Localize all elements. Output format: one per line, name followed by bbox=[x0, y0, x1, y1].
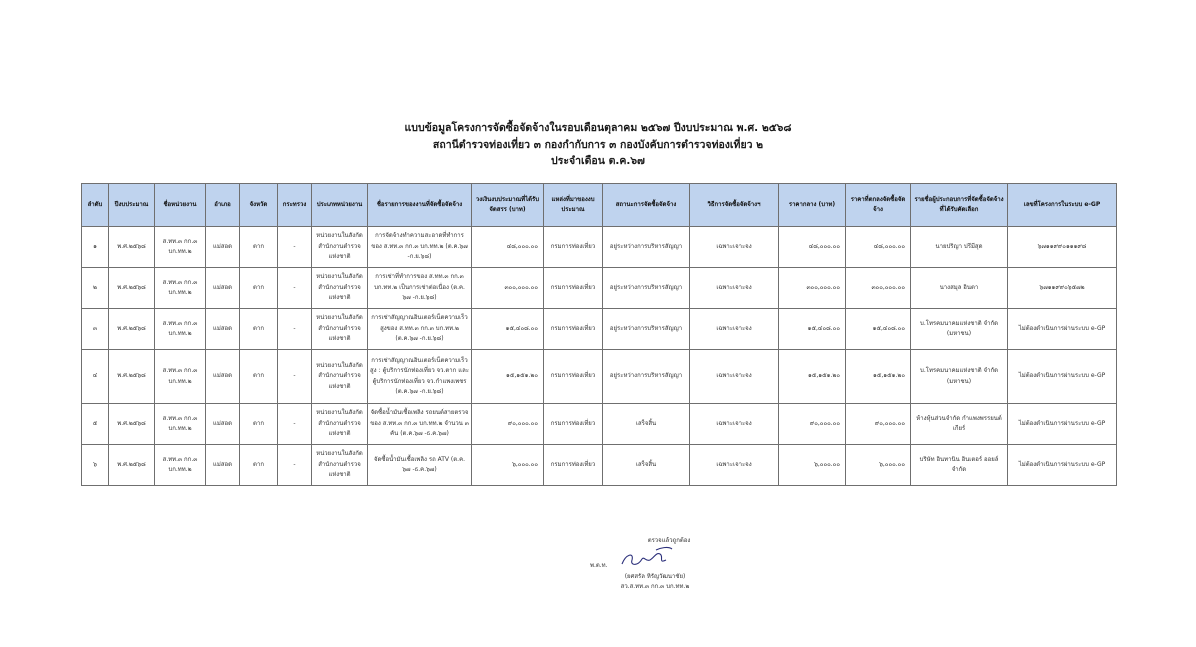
cell-province: ตาก bbox=[240, 350, 278, 404]
cell-agency: ส.ทท.๓ กก.๓ บก.ทท.๒ bbox=[155, 445, 206, 486]
cell-vendor: นายปริญา ปรีมีสุด bbox=[911, 227, 1008, 268]
cell-method: เฉพาะเจาะจง bbox=[690, 445, 779, 486]
cell-budget: ๖,๐๐๐.๐๐ bbox=[472, 445, 544, 486]
cell-district: แม่สอด bbox=[206, 227, 240, 268]
signer-rank: พ.ต.ท. bbox=[590, 562, 608, 569]
cell-no: ๑ bbox=[82, 227, 109, 268]
cell-ministry: - bbox=[278, 227, 312, 268]
cell-egp: ๖๗๑๑๙๙๐๖๕๗๒ bbox=[1008, 268, 1117, 309]
cell-agreed-price: ๖,๐๐๐.๐๐ bbox=[846, 445, 911, 486]
cell-status: อยู่ระหว่างการบริหารสัญญา bbox=[603, 350, 690, 404]
title-line-2: สถานีตำรวจท่องเที่ยว ๓ กองกำกับการ ๓ กองบังคับการตำรวจท่องเที่ยว ๒ bbox=[432, 138, 764, 151]
column-header: วงเงินงบประมาณที่ได้รับจัดสรร (บาท) bbox=[472, 184, 544, 227]
cell-vendor: ห้างหุ้นส่วนจำกัด กำแพงพรรยนต์เกียร์ bbox=[911, 404, 1008, 445]
cell-status: อยู่ระหว่างการบริหารสัญญา bbox=[603, 309, 690, 350]
cell-item: จัดซื้อน้ำมันเชื้อเพลิง รถยนต์สายตรวจของ ส.ทท.๓ กก.๓ บก.ทท.๒ จำนวน ๓ คัน (ต.ค.๖๗ -ธ.ค.๖๗) bbox=[368, 404, 472, 445]
cell-method: เฉพาะเจาะจง bbox=[690, 268, 779, 309]
cell-median-price: ๑๕,๑๕๑.๒๐ bbox=[779, 350, 846, 404]
cell-budget: ๓๐๐,๐๐๐.๐๐ bbox=[472, 268, 544, 309]
cell-province: ตาก bbox=[240, 445, 278, 486]
cell-agency-type: หน่วยงานในสังกัดสำนักงานตำรวจแห่งชาติ bbox=[312, 227, 368, 268]
cell-status: อยู่ระหว่างการบริหารสัญญา bbox=[603, 268, 690, 309]
cell-agency: ส.ทท.๓ กก.๓ บก.ทท.๒ bbox=[155, 350, 206, 404]
cell-no: ๒ bbox=[82, 268, 109, 309]
cell-agency: ส.ทท.๓ กก.๓ บก.ทท.๒ bbox=[155, 404, 206, 445]
cell-agreed-price: ๑๕,๔๐๘.๐๐ bbox=[846, 309, 911, 350]
cell-district: แม่สอด bbox=[206, 445, 240, 486]
cell-no: ๖ bbox=[82, 445, 109, 486]
cell-budget: ๑๕,๑๕๑.๒๐ bbox=[472, 350, 544, 404]
column-header: รายชื่อผู้ประกอบการที่จัดซื้อจัดจ้างที่ได้รับคัดเลือก bbox=[911, 184, 1008, 227]
column-header: จังหวัด bbox=[240, 184, 278, 227]
cell-ministry: - bbox=[278, 268, 312, 309]
column-header: วิธีการจัดซื้อจัดจ้างฯ bbox=[690, 184, 779, 227]
cell-item: การเช่าสัญญาณอินเตอร์เน็ตความเร็วสูง : ตู้บริการนักท่องเที่ยว จว.ตาก และตู้บริการนักท่องเที่ยว จว.กำแพงเพชร (ต.ค.๖๗ -ก.ย.๖๘) bbox=[368, 350, 472, 404]
table-body bbox=[82, 227, 1117, 486]
table-row bbox=[82, 227, 1117, 268]
verified-label: ตรวจแล้วถูกต้อง bbox=[647, 537, 691, 544]
cell-source: กรมการท่องเที่ยว bbox=[544, 404, 603, 445]
column-header: แหล่งที่มาของงบประมาณ bbox=[544, 184, 603, 227]
cell-vendor: บ.โทรคมนาคมแห่งชาติ จำกัด (มหาชน) bbox=[911, 309, 1008, 350]
cell-method: เฉพาะเจาะจง bbox=[690, 227, 779, 268]
cell-median-price: ๑๕,๔๐๘.๐๐ bbox=[779, 309, 846, 350]
table-row bbox=[82, 445, 1117, 486]
cell-status: อยู่ระหว่างการบริหารสัญญา bbox=[603, 227, 690, 268]
cell-source: กรมการท่องเที่ยว bbox=[544, 445, 603, 486]
cell-item: จัดซื้อน้ำมันเชื้อเพลิง รถ ATV (ต.ค. ๖๗ -ธ.ค.๖๗) bbox=[368, 445, 472, 486]
column-header: ราคาที่ตกลงจัดซื้อจัดจ้าง bbox=[846, 184, 911, 227]
column-header: ลำดับ bbox=[82, 184, 109, 227]
cell-median-price: ๙๐,๐๐๐.๐๐ bbox=[779, 404, 846, 445]
cell-no: ๕ bbox=[82, 404, 109, 445]
signer-name: (ยศสรัล หิรัญวัฒนาชัย) bbox=[624, 573, 686, 580]
cell-agency: ส.ทท.๓ กก.๓ บก.ทท.๒ bbox=[155, 268, 206, 309]
cell-agreed-price: ๓๐๐,๐๐๐.๐๐ bbox=[846, 268, 911, 309]
title-line-3: ประจำเดือน ต.ค.๖๗ bbox=[551, 155, 645, 167]
column-header: อำเภอ bbox=[206, 184, 240, 227]
cell-agency-type: หน่วยงานในสังกัดสำนักงานตำรวจแห่งชาติ bbox=[312, 350, 368, 404]
cell-item: การเช่าที่ทำการของ ส.ทท.๓ กก.๓ บก.ทท.๒ เป็นการเช่าต่อเนื่อง (ต.ค. ๖๗ -ก.ย.๖๘) bbox=[368, 268, 472, 309]
cell-year: พ.ศ.๒๕๖๘ bbox=[109, 309, 155, 350]
cell-province: ตาก bbox=[240, 268, 278, 309]
signer-position: สว.ส.ทท.๓ กก.๓ บก.ทท.๒ bbox=[620, 583, 690, 590]
cell-agreed-price: ๔๘,๐๐๐.๐๐ bbox=[846, 227, 911, 268]
cell-no: ๓ bbox=[82, 309, 109, 350]
cell-agency-type: หน่วยงานในสังกัดสำนักงานตำรวจแห่งชาติ bbox=[312, 404, 368, 445]
cell-vendor: บริษัท อินทานิน อินเตอร์ ออยล์ จำกัด bbox=[911, 445, 1008, 486]
table-row bbox=[82, 350, 1117, 404]
handwritten-signature bbox=[616, 546, 676, 572]
cell-source: กรมการท่องเที่ยว bbox=[544, 309, 603, 350]
column-header: ราคากลาง (บาท) bbox=[779, 184, 846, 227]
cell-agency-type: หน่วยงานในสังกัดสำนักงานตำรวจแห่งชาติ bbox=[312, 268, 368, 309]
cell-vendor: นางสมุล อินตา bbox=[911, 268, 1008, 309]
cell-year: พ.ศ.๒๕๖๘ bbox=[109, 227, 155, 268]
column-header: ประเภทหน่วยงาน bbox=[312, 184, 368, 227]
cell-vendor: บ.โทรคมนาคมแห่งชาติ จำกัด (มหาชน) bbox=[911, 350, 1008, 404]
cell-egp: ไม่ต้องดำเนินการผ่านระบบ e-GP bbox=[1008, 309, 1117, 350]
cell-median-price: ๖,๐๐๐.๐๐ bbox=[779, 445, 846, 486]
cell-year: พ.ศ.๒๕๖๘ bbox=[109, 268, 155, 309]
title-line-1: แบบข้อมูลโครงการจัดซื้อจัดจ้างในรอบเดือนตุลาคม ๒๕๖๗ ปีงบประมาณ พ.ศ. ๒๕๖๘ bbox=[404, 122, 792, 134]
cell-year: พ.ศ.๒๕๖๘ bbox=[109, 404, 155, 445]
column-header: กระทรวง bbox=[278, 184, 312, 227]
column-header: ชื่อรายการของงานที่จัดซื้อจัดจ้าง bbox=[368, 184, 472, 227]
cell-status: เสร็จสิ้น bbox=[603, 404, 690, 445]
cell-budget: ๑๕,๔๐๘.๐๐ bbox=[472, 309, 544, 350]
column-header: ปีงบประมาณ bbox=[109, 184, 155, 227]
cell-egp: ไม่ต้องดำเนินการผ่านระบบ e-GP bbox=[1008, 445, 1117, 486]
cell-item: การจัดจ้างทำความสะอาดที่ทำการของ ส.ทท.๓ กก.๓ บก.ทท.๒ (ต.ค.๖๗ -ก.ย.๖๘) bbox=[368, 227, 472, 268]
cell-province: ตาก bbox=[240, 404, 278, 445]
cell-agreed-price: ๑๕,๑๕๑.๒๐ bbox=[846, 350, 911, 404]
cell-budget: ๔๘,๐๐๐.๐๐ bbox=[472, 227, 544, 268]
cell-median-price: ๓๐๐,๐๐๐.๐๐ bbox=[779, 268, 846, 309]
column-header: สถานะการจัดซื้อจัดจ้าง bbox=[603, 184, 690, 227]
cell-item: การเช่าสัญญาณอินเตอร์เน็ตความเร็วสูงของ ส.ทท.๓ กก.๓ บก.ทท.๒ (ต.ค.๖๗ -ก.ย.๖๘) bbox=[368, 309, 472, 350]
cell-year: พ.ศ.๒๕๖๘ bbox=[109, 350, 155, 404]
cell-district: แม่สอด bbox=[206, 404, 240, 445]
cell-egp: ไม่ต้องดำเนินการผ่านระบบ e-GP bbox=[1008, 404, 1117, 445]
cell-no: ๔ bbox=[82, 350, 109, 404]
cell-source: กรมการท่องเที่ยว bbox=[544, 268, 603, 309]
cell-ministry: - bbox=[278, 445, 312, 486]
cell-budget: ๙๐,๐๐๐.๐๐ bbox=[472, 404, 544, 445]
cell-egp: ๖๗๑๑๙๙๐๑๑๑๙๘ bbox=[1008, 227, 1117, 268]
cell-district: แม่สอด bbox=[206, 268, 240, 309]
cell-egp: ไม่ต้องดำเนินการผ่านระบบ e-GP bbox=[1008, 350, 1117, 404]
cell-province: ตาก bbox=[240, 227, 278, 268]
cell-ministry: - bbox=[278, 350, 312, 404]
cell-agency: ส.ทท.๓ กก.๓ บก.ทท.๒ bbox=[155, 227, 206, 268]
cell-agency-type: หน่วยงานในสังกัดสำนักงานตำรวจแห่งชาติ bbox=[312, 309, 368, 350]
cell-province: ตาก bbox=[240, 309, 278, 350]
cell-ministry: - bbox=[278, 404, 312, 445]
cell-district: แม่สอด bbox=[206, 350, 240, 404]
document-title-block bbox=[0, 120, 1196, 170]
cell-method: เฉพาะเจาะจง bbox=[690, 309, 779, 350]
table-row bbox=[82, 404, 1117, 445]
cell-method: เฉพาะเจาะจง bbox=[690, 350, 779, 404]
cell-method: เฉพาะเจาะจง bbox=[690, 404, 779, 445]
cell-source: กรมการท่องเที่ยว bbox=[544, 227, 603, 268]
column-header: เลขที่โครงการในระบบ e-GP bbox=[1008, 184, 1117, 227]
cell-source: กรมการท่องเที่ยว bbox=[544, 350, 603, 404]
cell-year: พ.ศ.๒๕๖๘ bbox=[109, 445, 155, 486]
cell-district: แม่สอด bbox=[206, 309, 240, 350]
column-header: ชื่อหน่วยงาน bbox=[155, 184, 206, 227]
table-row bbox=[82, 268, 1117, 309]
table-row bbox=[82, 309, 1117, 350]
cell-agreed-price: ๙๐,๐๐๐.๐๐ bbox=[846, 404, 911, 445]
procurement-table bbox=[81, 183, 1117, 486]
cell-agency-type: หน่วยงานในสังกัดสำนักงานตำรวจแห่งชาติ bbox=[312, 445, 368, 486]
cell-median-price: ๔๘,๐๐๐.๐๐ bbox=[779, 227, 846, 268]
table-header-row bbox=[82, 184, 1117, 227]
signature-block bbox=[560, 536, 750, 592]
cell-ministry: - bbox=[278, 309, 312, 350]
cell-status: เสร็จสิ้น bbox=[603, 445, 690, 486]
cell-agency: ส.ทท.๓ กก.๓ บก.ทท.๒ bbox=[155, 309, 206, 350]
